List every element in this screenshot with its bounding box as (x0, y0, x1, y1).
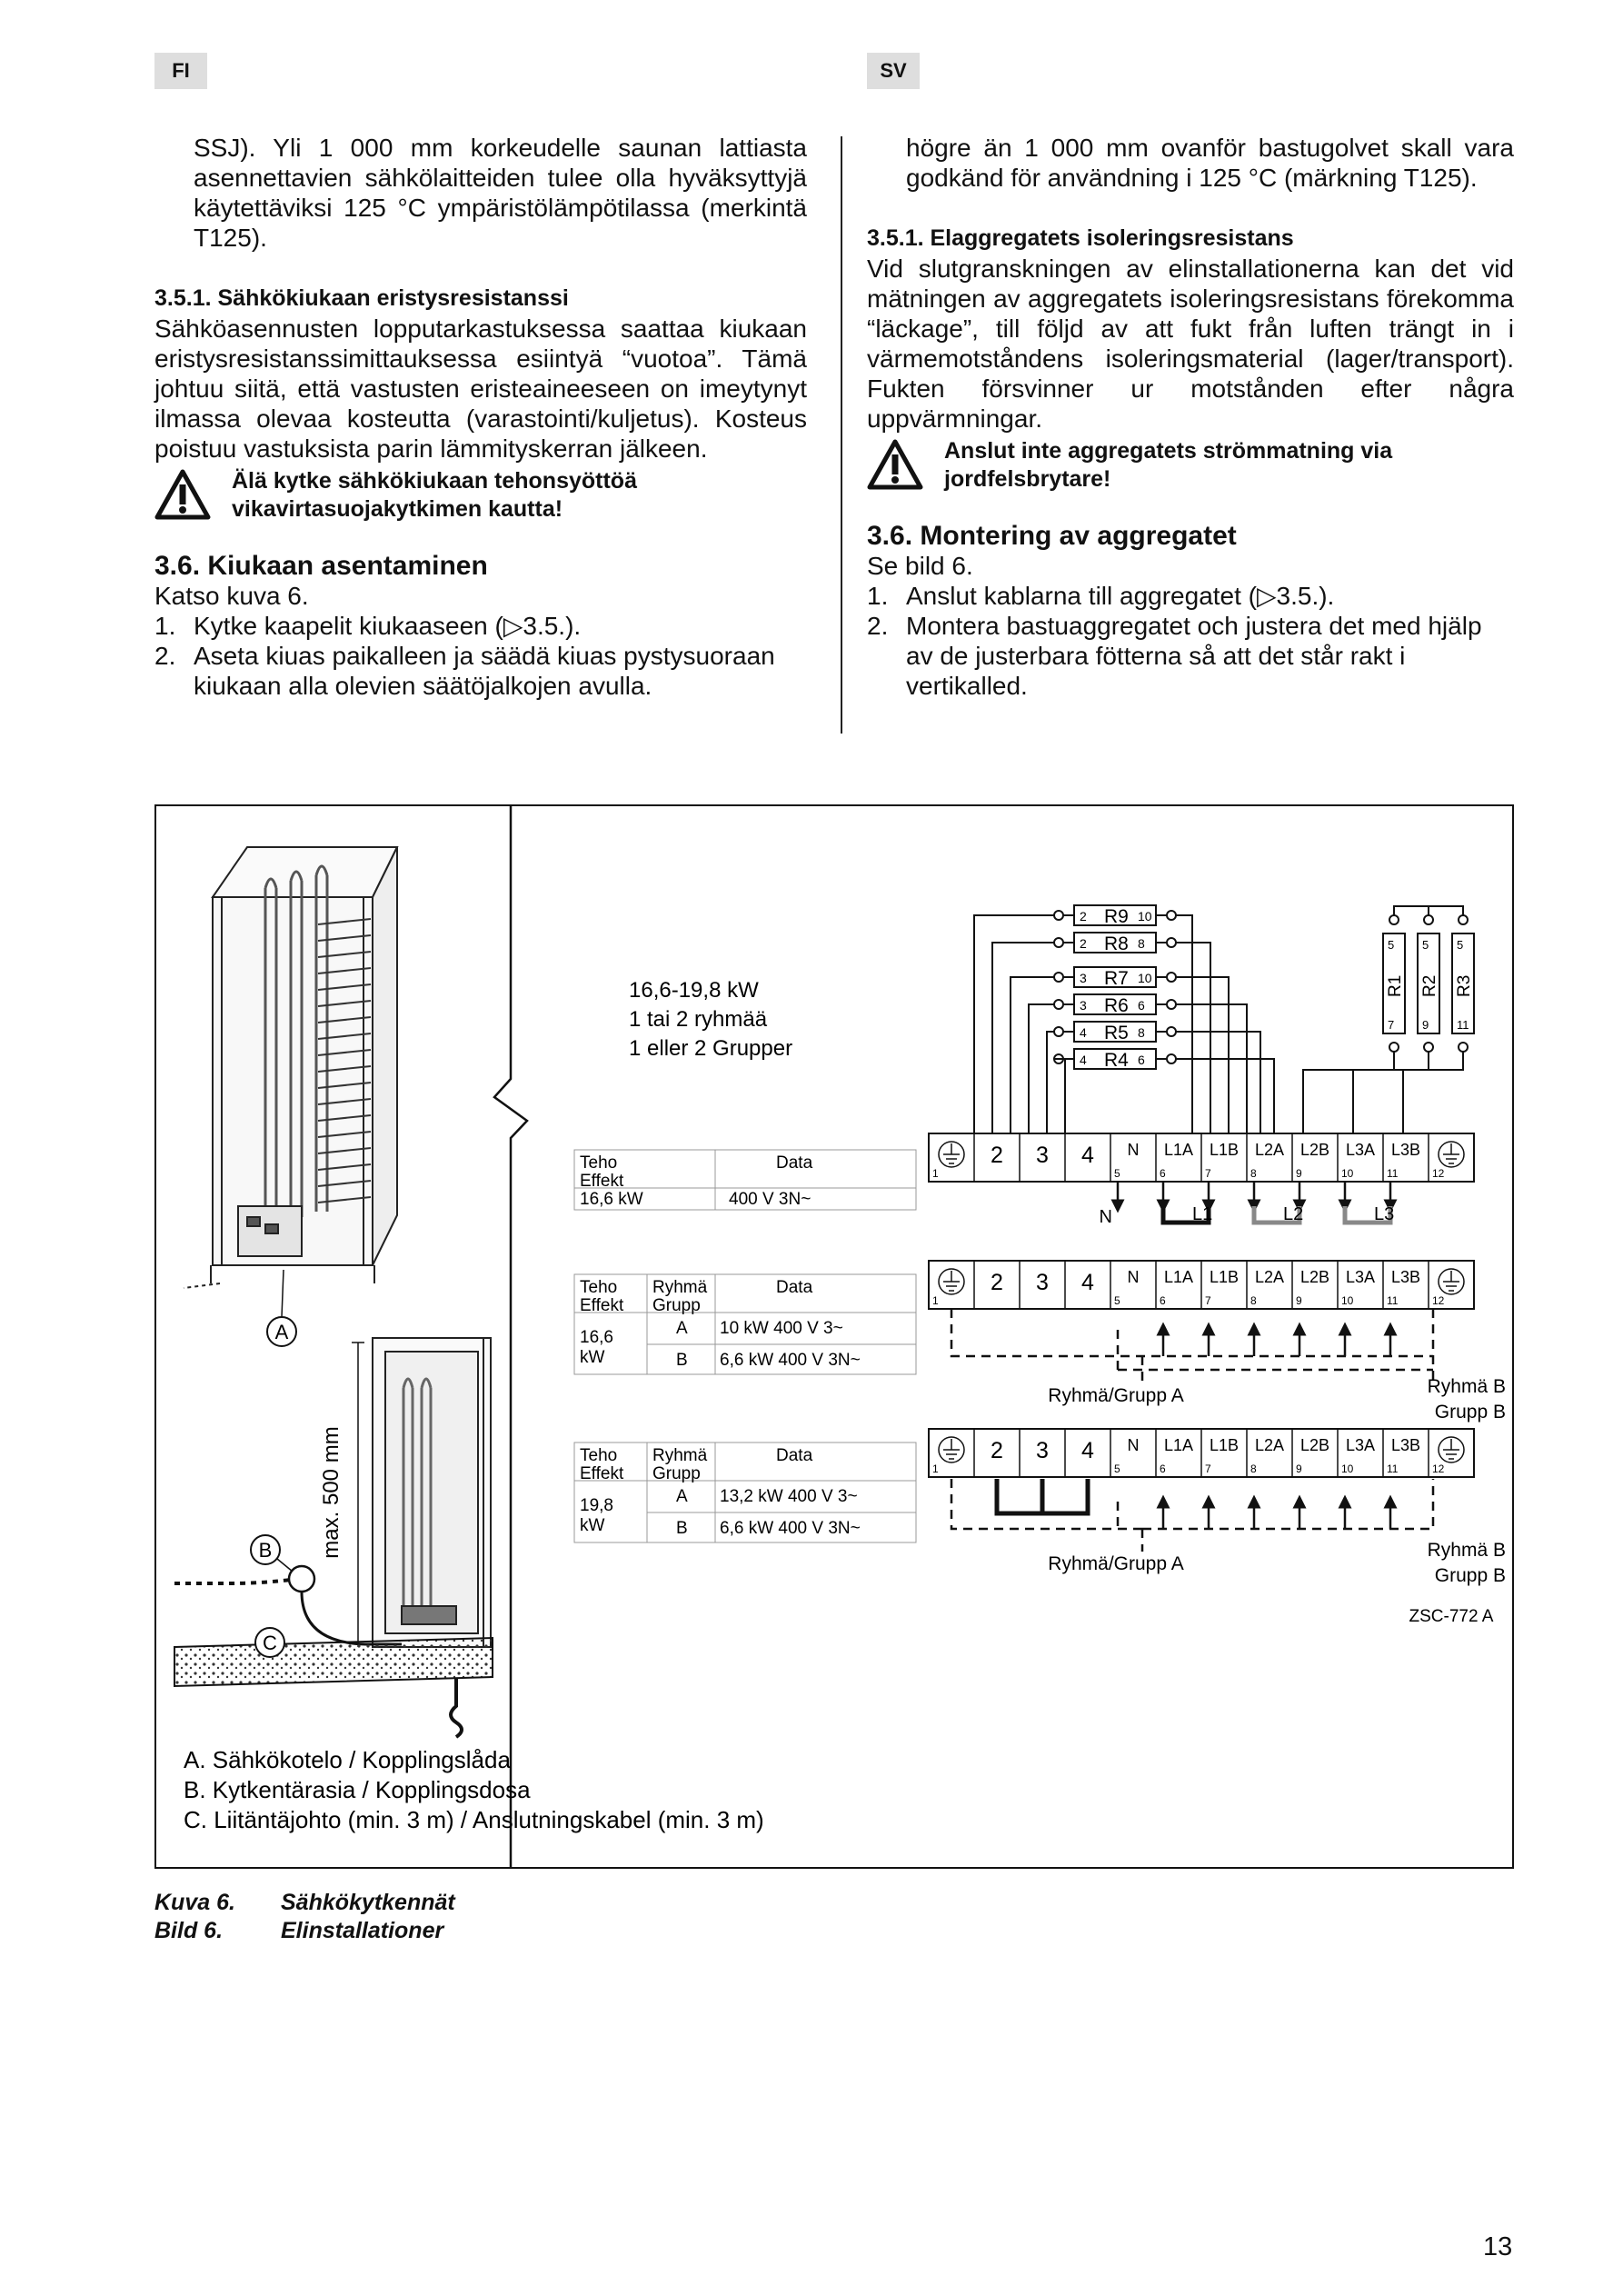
warning-icon (154, 469, 211, 520)
fi-see-figure: Katso kuva 6. (154, 582, 309, 610)
svg-text:11: 11 (1387, 1462, 1399, 1475)
vertical-resistors (1303, 906, 1474, 1159)
table2-header-data: Data (776, 1278, 813, 1297)
wiring-l3: L3 (1374, 1204, 1395, 1224)
svg-text:5: 5 (1114, 1167, 1120, 1180)
svg-text:L1A: L1A (1163, 1436, 1194, 1454)
terminal-block-3 (929, 1429, 1474, 1477)
svg-text:3: 3 (1080, 971, 1087, 985)
svg-text:L3A: L3A (1345, 1268, 1376, 1286)
svg-text:L2A: L2A (1254, 1268, 1285, 1286)
sv-warning-text: Anslut inte aggregatets strömmatning via jordfelsbrytare! (944, 438, 1393, 492)
table2-data-a: 10 kW 400 V 3~ (720, 1319, 843, 1338)
svg-text:N: N (1127, 1436, 1140, 1454)
lang-tag-fi: FI (154, 53, 207, 89)
svg-text:5: 5 (1457, 938, 1464, 952)
fi-intro: SSJ). Yli 1 000 mm korkeudelle saunan lattiasta asennettavien sähkölaitteiden tulee olla hyväksyttyjä käytettäviksi 125 °C ympäristölämpötilassa (merkintä T125). (194, 134, 807, 252)
svg-text:10: 10 (1341, 1294, 1354, 1307)
svg-text:11: 11 (1387, 1294, 1399, 1307)
table3-header-grupp: Grupp (652, 1464, 701, 1483)
svg-text:7: 7 (1205, 1167, 1211, 1180)
table2-power-unit: kW (580, 1348, 605, 1367)
svg-text:3: 3 (1036, 1438, 1049, 1463)
svg-text:6: 6 (1160, 1167, 1166, 1180)
svg-text:N: N (1127, 1141, 1140, 1159)
svg-text:R7: R7 (1104, 968, 1129, 989)
caption-sv-key: Bild 6. (154, 1918, 224, 1943)
diagram-code: ZSC-772 A (1409, 1607, 1494, 1626)
wiring-diagram (156, 806, 1512, 1867)
svg-text:4: 4 (1081, 1143, 1094, 1168)
table2-data-b: 6,6 kW 400 V 3N~ (720, 1351, 861, 1370)
svg-text:R2: R2 (1420, 974, 1439, 997)
svg-text:7: 7 (1388, 1018, 1395, 1032)
group-b-sv-row2: Grupp B (1434, 1402, 1506, 1423)
table2-header-effekt: Effekt (580, 1296, 624, 1315)
table2-power: 16,6 (580, 1328, 613, 1347)
resistor-r7 (1054, 967, 1176, 989)
legend-a: A. Sähkökotelo / Kopplingslåda (184, 1746, 511, 1773)
svg-text:12: 12 (1432, 1294, 1445, 1307)
svg-text:7: 7 (1205, 1462, 1211, 1475)
wiring-l2: L2 (1283, 1204, 1304, 1224)
fi-step-2: 2. Aseta kiuas paikalleen ja säädä kiuas pystysuoraan kiukaan alla olevien säätöjalkojen avulla. (154, 642, 775, 700)
group-b-fi-row2: Ryhmä B (1427, 1376, 1506, 1397)
terminal-block-2 (929, 1261, 1474, 1309)
table3-group-a: A (676, 1487, 688, 1506)
svg-text:6: 6 (1138, 1053, 1145, 1067)
sv-step-1: 1. Anslut kablarna till aggregatet (▷3.5.). (867, 582, 1335, 610)
svg-text:L1B: L1B (1209, 1268, 1240, 1286)
svg-text:5: 5 (1422, 938, 1429, 952)
table2-header-ryhma: Ryhmä (652, 1278, 708, 1297)
table1-header-data: Data (776, 1153, 813, 1173)
svg-text:L1A: L1A (1163, 1268, 1194, 1286)
table2-group-b: B (676, 1351, 688, 1370)
svg-text:L3B: L3B (1390, 1268, 1421, 1286)
fi-warning (154, 467, 807, 524)
table3-header-effekt: Effekt (580, 1464, 624, 1483)
warning-icon (867, 439, 923, 490)
svg-text:3: 3 (1036, 1143, 1049, 1168)
svg-text:1: 1 (932, 1167, 939, 1180)
svg-text:2: 2 (991, 1143, 1003, 1168)
svg-text:6: 6 (1160, 1462, 1166, 1475)
svg-text:10: 10 (1138, 909, 1152, 923)
group-b-fi-row3: Ryhmä B (1427, 1540, 1506, 1561)
svg-text:4: 4 (1080, 1053, 1087, 1067)
svg-text:L1A: L1A (1163, 1141, 1194, 1159)
terminal-blocks (929, 1133, 1474, 1477)
group-b-sv-row3: Grupp B (1434, 1565, 1506, 1586)
sv-step-2: 2. Montera bastuaggregatet och justera det med hjälp av de justerbara fötterna så att det står rakt i vertikalled. (867, 612, 1482, 700)
table3-header-teho: Teho (580, 1446, 618, 1465)
floor (174, 1638, 493, 1686)
callout-b-label: B (258, 1539, 273, 1562)
svg-text:8: 8 (1138, 936, 1145, 951)
wiring-row-1 (1118, 1182, 1390, 1223)
svg-text:6: 6 (1160, 1294, 1166, 1307)
svg-text:L2B: L2B (1299, 1436, 1330, 1454)
table1-header-teho: Teho (580, 1153, 618, 1173)
groups-sv: 1 eller 2 Grupper (629, 1036, 793, 1061)
svg-text:4: 4 (1080, 1025, 1087, 1040)
svg-text:9: 9 (1296, 1462, 1302, 1475)
resistor-r5 (1054, 1022, 1176, 1043)
fi-warning-text: Älä kytke sähkökiukaan tehonsyöttöä vikavirtasuojakytkimen kautta! (232, 468, 637, 522)
terminal-block-1 (929, 1133, 1474, 1182)
svg-text:10: 10 (1138, 971, 1152, 985)
column-sv (867, 133, 1514, 701)
table3-data-b: 6,6 kW 400 V 3N~ (720, 1519, 861, 1538)
legend-b: B. Kytkentärasia / Kopplingsdosa (184, 1776, 531, 1803)
resistor-bank (974, 905, 1274, 1159)
dimension-label: max. 500 mm (319, 1426, 344, 1559)
svg-text:4: 4 (1081, 1438, 1094, 1463)
svg-text:L2A: L2A (1254, 1436, 1285, 1454)
callout-c-label: C (263, 1632, 277, 1654)
svg-text:2: 2 (991, 1438, 1003, 1463)
svg-text:3: 3 (1080, 998, 1087, 1013)
resistor-r4 (1054, 1049, 1176, 1071)
fi-heading-351: 3.5.1. Sähkökiukaan eristysresistanssi (154, 285, 569, 311)
svg-text:L3A: L3A (1345, 1141, 1376, 1159)
table1-data: 400 V 3N~ (729, 1190, 812, 1209)
svg-text:4: 4 (1081, 1270, 1094, 1295)
svg-text:9: 9 (1422, 1018, 1429, 1032)
svg-text:11: 11 (1387, 1167, 1399, 1180)
heater-illustration (184, 847, 397, 1288)
svg-text:1: 1 (932, 1294, 939, 1307)
groups-fi: 1 tai 2 ryhmää (629, 1007, 768, 1032)
svg-text:2: 2 (1080, 909, 1087, 923)
svg-text:8: 8 (1250, 1462, 1257, 1475)
sv-warning (867, 437, 1514, 494)
svg-text:5: 5 (1114, 1294, 1120, 1307)
svg-text:12: 12 (1432, 1462, 1445, 1475)
svg-text:R8: R8 (1104, 933, 1129, 954)
sv-heading-351: 3.5.1. Elaggregatets isoleringsresistans (867, 225, 1294, 251)
group-a-label-row2: Ryhmä/Grupp A (1048, 1385, 1184, 1406)
svg-text:L2B: L2B (1299, 1268, 1330, 1286)
table3-header-ryhma: Ryhmä (652, 1446, 708, 1465)
table3-power: 19,8 (580, 1496, 613, 1515)
svg-text:R5: R5 (1104, 1023, 1129, 1043)
svg-text:1: 1 (932, 1462, 939, 1475)
heater-side-view (373, 1338, 491, 1647)
wiring-n: N (1099, 1207, 1112, 1227)
svg-text:10: 10 (1341, 1167, 1354, 1180)
table2-header-grupp: Grupp (652, 1296, 701, 1315)
wiring-l1: L1 (1192, 1204, 1213, 1224)
wiring-row-2 (951, 1309, 1433, 1383)
table3-power-unit: kW (580, 1516, 605, 1535)
sv-intro: högre än 1 000 mm ovanför bastugolvet skall vara godkänd för användning i 125 °C (märkning T125). (906, 134, 1514, 192)
figure-caption (154, 1889, 455, 1945)
svg-text:9: 9 (1296, 1167, 1302, 1180)
svg-text:R4: R4 (1104, 1050, 1129, 1071)
page-number: 13 (1483, 2232, 1513, 2261)
legend-c: C. Liitäntäjohto (min. 3 m) / Anslutningskabel (min. 3 m) (184, 1806, 764, 1833)
lang-tag-sv: SV (867, 53, 920, 89)
svg-text:N: N (1127, 1268, 1140, 1286)
table1-power: 16,6 kW (580, 1190, 643, 1209)
figure-6 (154, 804, 1514, 1869)
svg-text:5: 5 (1114, 1462, 1120, 1475)
svg-text:2: 2 (991, 1270, 1003, 1295)
svg-text:L3B: L3B (1390, 1436, 1421, 1454)
caption-fi-key: Kuva 6. (154, 1890, 235, 1915)
table3-header-data: Data (776, 1446, 813, 1465)
svg-text:6: 6 (1138, 998, 1145, 1013)
svg-text:8: 8 (1138, 1025, 1145, 1040)
break-line (494, 806, 527, 1867)
resistor-r6 (1054, 994, 1176, 1016)
power-range: 16,6-19,8 kW (629, 978, 759, 1003)
table3-data-a: 13,2 kW 400 V 3~ (720, 1487, 858, 1506)
svg-text:10: 10 (1341, 1462, 1354, 1475)
svg-text:9: 9 (1296, 1294, 1302, 1307)
connection-box-b (289, 1566, 314, 1592)
resistor-r9 (1054, 905, 1176, 927)
callout-a-label: A (274, 1321, 289, 1343)
fi-heading-36: 3.6. Kiukaan asentaminen (154, 551, 488, 581)
caption-sv-text: Elinstallationer (281, 1918, 444, 1943)
svg-text:L1B: L1B (1209, 1436, 1240, 1454)
svg-text:L1B: L1B (1209, 1141, 1240, 1159)
table3-group-b: B (676, 1519, 688, 1538)
group-a-label-row3: Ryhmä/Grupp A (1048, 1553, 1184, 1574)
table1-header-effekt: Effekt (580, 1172, 624, 1191)
fi-step-1: 1. Kytke kaapelit kiukaaseen (▷3.5.). (154, 612, 582, 640)
svg-text:5: 5 (1388, 938, 1395, 952)
svg-text:R9: R9 (1104, 906, 1129, 927)
svg-text:3: 3 (1036, 1270, 1049, 1295)
table2-header-teho: Teho (580, 1278, 618, 1297)
sv-see-figure: Se bild 6. (867, 552, 973, 580)
svg-text:7: 7 (1205, 1294, 1211, 1307)
resistor-r1 (1303, 906, 1429, 1159)
svg-text:L2A: L2A (1254, 1141, 1285, 1159)
wiring-row-3 (951, 1479, 1433, 1552)
svg-text:8: 8 (1250, 1294, 1257, 1307)
svg-text:R3: R3 (1455, 974, 1474, 997)
svg-text:8: 8 (1250, 1167, 1257, 1180)
svg-text:L3A: L3A (1345, 1436, 1376, 1454)
resistor-r8 (1054, 933, 1176, 954)
caption-fi-text: Sähkökytkennät (281, 1890, 455, 1915)
svg-text:2: 2 (1080, 936, 1087, 951)
svg-text:L2B: L2B (1299, 1141, 1330, 1159)
column-divider (841, 136, 842, 734)
table2-group-a: A (676, 1319, 688, 1338)
sv-heading-36: 3.6. Montering av aggregatet (867, 521, 1237, 551)
column-fi (154, 133, 807, 701)
sv-paragraph-351: Vid slutgranskningen av elinstallationerna kan det vid mätningen av aggregatets isoleringsresistans förekomma “läckage”, till följd av att fukt från luften trängt in i värmemotståndens isoleringsmaterial (lager/transport). Fukten försvinner ur motstånden efter några uppvärmningar. (867, 255, 1514, 433)
svg-text:L3B: L3B (1390, 1141, 1421, 1159)
svg-text:11: 11 (1457, 1018, 1469, 1032)
svg-text:12: 12 (1432, 1167, 1445, 1180)
svg-text:R1: R1 (1386, 974, 1405, 997)
fi-paragraph-351: Sähköasennusten lopputarkastuksessa saattaa kiukaan eristysresistanssimittauksessa esiintyä “vuotoa”. Tämä johtuu siitä, että vastusten eristeaineeseen on imeytynyt ilmassa olevaa kosteutta (varastointi/kuljetus). Kosteus poistuu vastuksista parin lämmityskerran jälkeen. (154, 314, 807, 463)
svg-text:R6: R6 (1104, 995, 1129, 1016)
